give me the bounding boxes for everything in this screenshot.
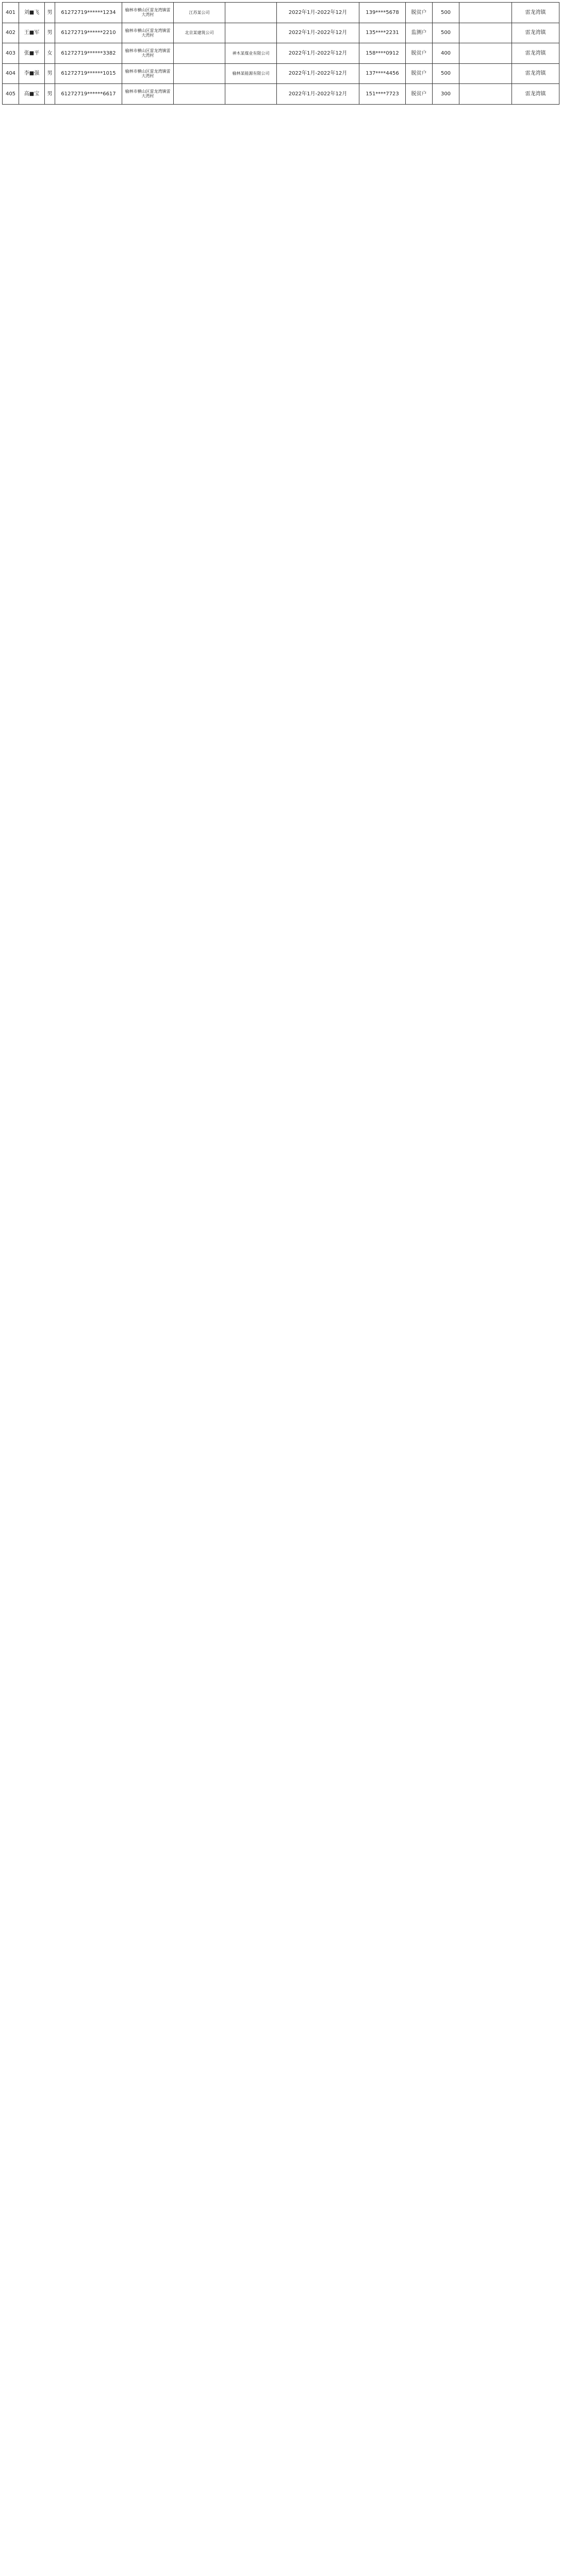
cell-unit [225, 23, 277, 43]
cell-note [459, 63, 512, 84]
cell-town: 雷龙湾镇 [512, 43, 559, 64]
cell-no: 404 [3, 63, 19, 84]
cell-address: 榆林市横山区雷龙湾镇雷大湾村 [122, 63, 174, 84]
cell-address: 榆林市横山区雷龙湾镇雷大湾村 [122, 84, 174, 105]
cell-note [459, 23, 512, 43]
cell-id: 61272719******3382 [55, 43, 122, 64]
table-row [3, 84, 559, 105]
cell-no: 402 [3, 23, 19, 43]
cell-name: 张■平 [19, 43, 45, 64]
table-row [3, 63, 559, 84]
cell-town: 雷龙湾镇 [512, 84, 559, 105]
cell-address: 榆林市横山区雷龙湾镇雷大湾村 [122, 23, 174, 43]
cell-town: 雷龙湾镇 [512, 23, 559, 43]
cell-type: 脱贫户 [406, 43, 433, 64]
cell-type: 监测户 [406, 23, 433, 43]
table-row [3, 23, 559, 43]
cell-unit: 榆林某能源有限公司 [225, 63, 277, 84]
cell-name: 王■军 [19, 23, 45, 43]
cell-amount: 500 [433, 23, 459, 43]
cell-period: 2022年1月-2022年12月 [277, 23, 359, 43]
cell-no: 401 [3, 3, 19, 23]
cell-amount: 300 [433, 84, 459, 105]
cell-name: 刘■飞 [19, 3, 45, 23]
cell-town: 雷龙湾镇 [512, 3, 559, 23]
cell-employer: 北京某建筑公司 [174, 23, 225, 43]
cell-period: 2022年1月-2022年12月 [277, 43, 359, 64]
cell-sex: 男 [45, 23, 55, 43]
cell-type: 脱贫户 [406, 63, 433, 84]
cell-note [459, 3, 512, 23]
cell-phone: 135****2231 [359, 23, 406, 43]
cell-address: 榆林市横山区雷龙湾镇雷大湾村 [122, 43, 174, 64]
table-row [3, 43, 559, 64]
cell-name: 高■宝 [19, 84, 45, 105]
cell-no: 403 [3, 43, 19, 64]
cell-unit [225, 84, 277, 105]
cell-no: 405 [3, 84, 19, 105]
cell-sex: 男 [45, 3, 55, 23]
cell-name: 李■强 [19, 63, 45, 84]
cell-period: 2022年1月-2022年12月 [277, 3, 359, 23]
cell-type: 脱贫户 [406, 3, 433, 23]
cell-amount: 400 [433, 43, 459, 64]
cell-amount: 500 [433, 3, 459, 23]
cell-phone: 139****5678 [359, 3, 406, 23]
cell-phone: 158****0912 [359, 43, 406, 64]
cell-amount: 500 [433, 63, 459, 84]
table-body [3, 3, 559, 105]
cell-id: 61272719******2210 [55, 23, 122, 43]
cell-employer: 江苏某公司 [174, 3, 225, 23]
cell-town: 雷龙湾镇 [512, 63, 559, 84]
cell-employer [174, 84, 225, 105]
cell-unit [225, 3, 277, 23]
cell-id: 61272719******1015 [55, 63, 122, 84]
cell-address: 榆林市横山区雷龙湾镇雷大湾村 [122, 3, 174, 23]
cell-note [459, 43, 512, 64]
cell-phone: 137****4456 [359, 63, 406, 84]
cell-sex: 男 [45, 63, 55, 84]
cell-unit: 神木某煤业有限公司 [225, 43, 277, 64]
cell-type: 脱贫户 [406, 84, 433, 105]
cell-employer [174, 63, 225, 84]
cell-sex: 女 [45, 43, 55, 64]
cell-id: 61272719******1234 [55, 3, 122, 23]
cell-period: 2022年1月-2022年12月 [277, 63, 359, 84]
cell-period: 2022年1月-2022年12月 [277, 84, 359, 105]
cell-phone: 151****7723 [359, 84, 406, 105]
cell-sex: 男 [45, 84, 55, 105]
labor-subsidy-table [2, 2, 559, 105]
cell-note [459, 84, 512, 105]
cell-id: 61272719******6617 [55, 84, 122, 105]
table-row [3, 3, 559, 23]
cell-employer [174, 43, 225, 64]
